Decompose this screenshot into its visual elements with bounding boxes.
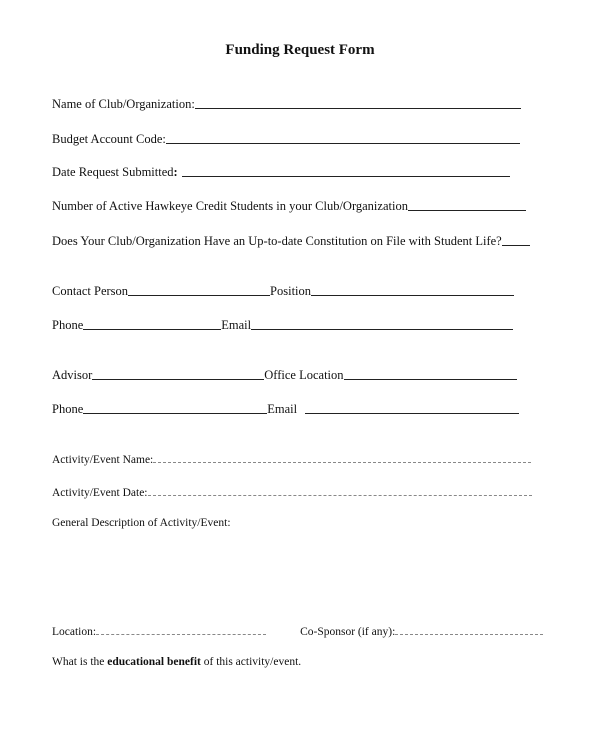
- location-field[interactable]: [96, 633, 266, 635]
- constitution-label: Does Your Club/Organization Have an Up-to-date Constitution on File with Student Life?: [52, 234, 502, 248]
- contact-label: Contact Person: [52, 284, 129, 298]
- email-label: Email: [267, 402, 298, 416]
- benefit-suffix: of this activity/event.: [200, 656, 302, 668]
- budget-code-label: Budget Account Code:: [52, 132, 166, 146]
- date-submitted-row: [52, 160, 510, 180]
- activity-date-label: Activity/Event Date:: [52, 487, 148, 499]
- org-name-label: Name of Club/Organization:: [52, 97, 195, 111]
- activity-name-field[interactable]: [153, 461, 531, 463]
- org-name-row: [52, 92, 521, 112]
- cosponsor-label: Co-Sponsor (if any):: [300, 626, 396, 638]
- advisor-email-field[interactable]: [305, 412, 519, 414]
- description-field[interactable]: [52, 532, 522, 612]
- benefit-field[interactable]: [52, 672, 522, 722]
- contact-row: [52, 279, 514, 299]
- phone-label: Phone: [52, 318, 84, 332]
- advisor-phone-email-row: [52, 397, 519, 417]
- constitution-field[interactable]: [502, 244, 530, 246]
- phone-label: Phone: [52, 402, 84, 416]
- budget-code-field[interactable]: [166, 142, 520, 144]
- org-name-field[interactable]: [195, 107, 521, 109]
- advisor-row: [52, 363, 517, 383]
- active-students-field[interactable]: [408, 209, 526, 211]
- location-label: Location:: [52, 626, 97, 638]
- advisor-label: Advisor: [52, 368, 93, 382]
- description-row: [52, 509, 231, 529]
- date-submitted-field[interactable]: [182, 175, 510, 177]
- cosponsor-field[interactable]: [395, 633, 543, 635]
- position-field[interactable]: [311, 294, 514, 296]
- activity-date-field[interactable]: [148, 494, 532, 496]
- active-students-row: [52, 194, 526, 214]
- form-title: Funding Request Form: [225, 42, 375, 58]
- advisor-field[interactable]: [92, 378, 264, 380]
- benefit-row: [52, 648, 301, 668]
- office-location-field[interactable]: [344, 378, 517, 380]
- office-location-label: Office Location: [264, 368, 344, 382]
- budget-code-row: [52, 127, 520, 147]
- activity-name-row: [52, 446, 531, 466]
- benefit-bold-text: educational benefit: [107, 656, 201, 668]
- contact-phone-email-row: [52, 313, 513, 333]
- location-row: [52, 618, 543, 638]
- advisor-phone-field[interactable]: [83, 412, 267, 414]
- date-submitted-colon: :: [173, 165, 178, 179]
- active-students-label: Number of Active Hawkeye Credit Students in your Club/Organization: [52, 199, 408, 213]
- contact-email-field[interactable]: [251, 328, 513, 330]
- activity-name-label: Activity/Event Name:: [52, 454, 154, 466]
- benefit-prefix: What is the: [52, 656, 108, 668]
- contact-phone-field[interactable]: [83, 328, 221, 330]
- description-label: General Description of Activity/Event:: [52, 517, 231, 529]
- contact-field[interactable]: [128, 294, 270, 296]
- date-submitted-label: Date Request Submitted: [52, 165, 174, 179]
- email-label: Email: [221, 318, 252, 332]
- activity-date-row: [52, 479, 532, 499]
- position-label: Position: [270, 284, 312, 298]
- constitution-row: [52, 229, 530, 249]
